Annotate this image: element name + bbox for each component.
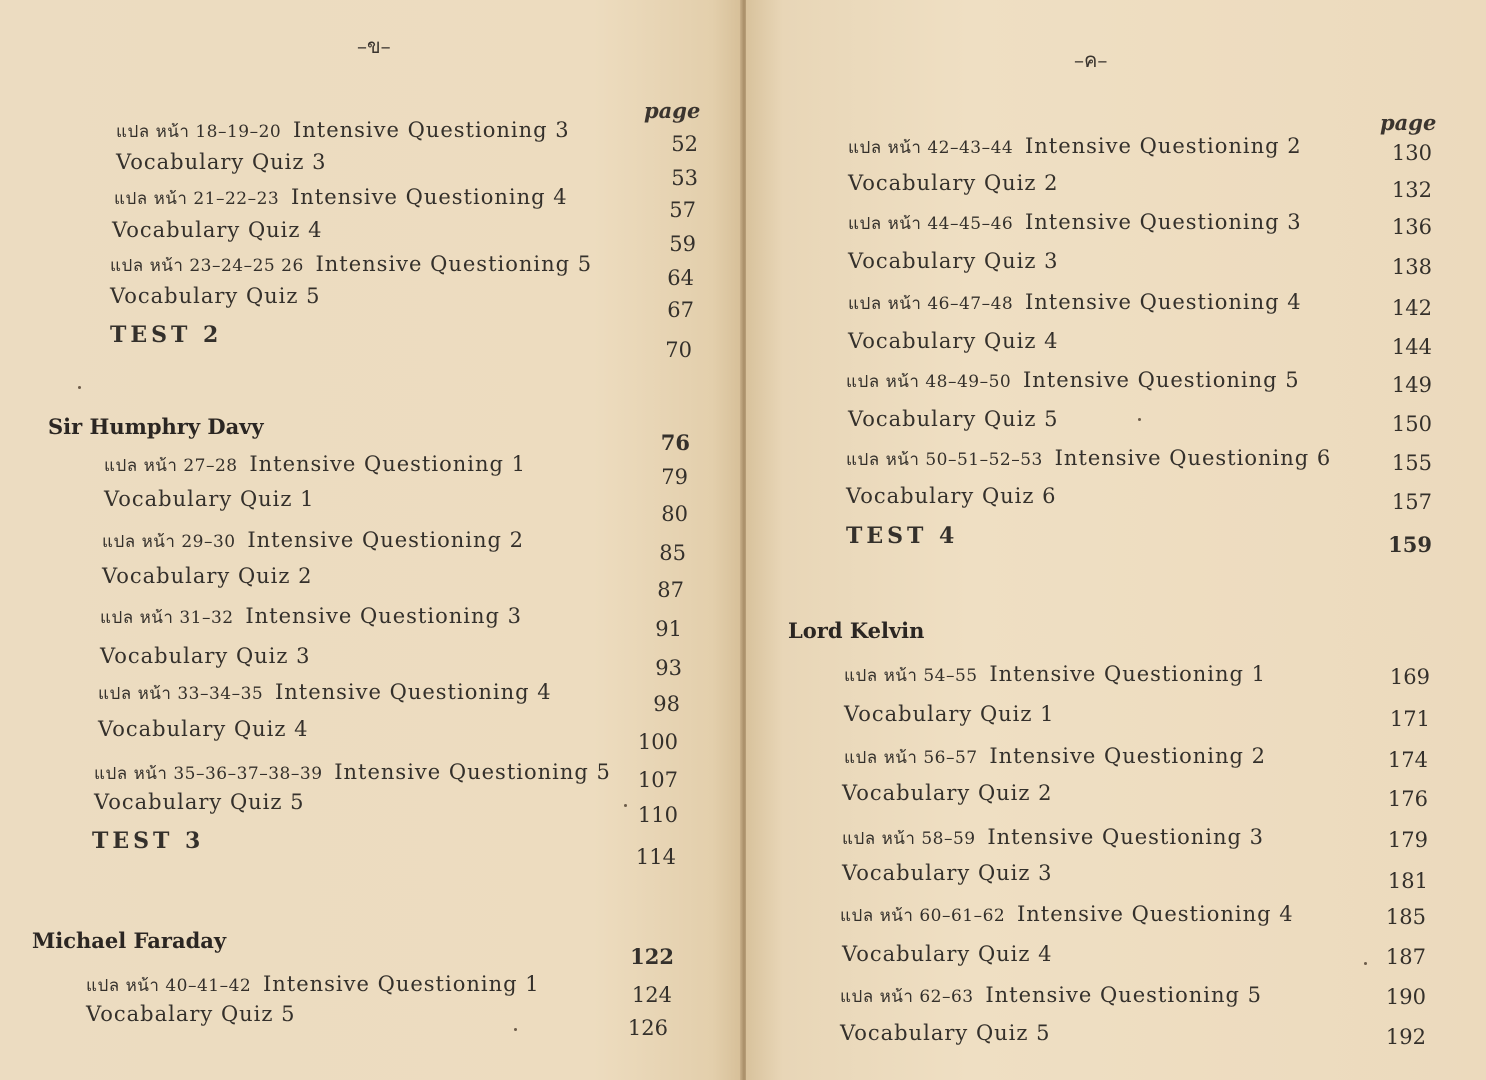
- entry-page-number: 136: [1391, 215, 1432, 239]
- section-heading: Michael Faraday: [32, 928, 227, 953]
- entry-page-number: 149: [1391, 373, 1432, 397]
- toc-entry: [848, 329, 1059, 353]
- entry-page-number: 110: [637, 803, 678, 827]
- thai-pages: แปล หน้า 60–61–62: [840, 906, 1006, 926]
- entry-title: Intensive Questioning 5: [334, 760, 611, 784]
- entry-page-number: 144: [1391, 335, 1432, 359]
- page-column-header-right: page: [1380, 110, 1437, 135]
- toc-entry: [848, 290, 1302, 317]
- toc-entry: [110, 284, 321, 308]
- toc-entry: [848, 210, 1302, 237]
- toc-entry: [848, 171, 1059, 195]
- thai-pages: แปล หน้า 27–28: [104, 456, 238, 476]
- entry-page-number: 59: [669, 232, 696, 256]
- entry-page-number: 93: [655, 656, 682, 680]
- toc-entry: [846, 368, 1300, 395]
- entry-title: Vocabulary Quiz 3: [100, 644, 311, 668]
- thai-pages: แปล หน้า 44–45–46: [848, 214, 1014, 234]
- folio-right: –ค–: [1074, 48, 1108, 72]
- thai-pages: แปล หน้า 29–30: [102, 532, 236, 552]
- entry-page-number: 176: [1387, 787, 1428, 811]
- thai-pages: แปล หน้า 54–55: [844, 666, 978, 686]
- toc-entry: [844, 662, 1266, 689]
- entry-page-number: 155: [1391, 451, 1432, 475]
- paper-speck: [514, 1028, 517, 1031]
- paper-speck: [624, 804, 627, 807]
- toc-entry: [98, 680, 552, 707]
- folio-left: –ข–: [357, 34, 391, 58]
- toc-entry: [842, 825, 1264, 852]
- toc-entry: [104, 452, 526, 479]
- entry-page-number: 91: [655, 617, 682, 641]
- toc-entry: [848, 249, 1059, 273]
- thai-pages: แปล หน้า 62–63: [840, 987, 974, 1007]
- entry-page-number: 100: [637, 730, 678, 754]
- entry-page-number: 185: [1385, 905, 1426, 929]
- entry-page-number: 67: [667, 298, 694, 322]
- entry-page-number: 187: [1385, 945, 1426, 969]
- entry-title: Intensive Questioning 4: [1024, 290, 1302, 314]
- entry-page-number: 80: [661, 502, 688, 526]
- entry-page-number: 169: [1389, 665, 1430, 689]
- entry-title: Intensive Questioning 6: [1054, 446, 1332, 470]
- entry-title: Intensive Questioning 4: [274, 680, 552, 704]
- toc-entry: [842, 861, 1053, 885]
- section-heading: Lord Kelvin: [788, 618, 925, 643]
- entry-title: Vocabulary Quiz 6: [846, 484, 1057, 508]
- section-page-number: 76: [660, 430, 690, 455]
- entry-title: Intensive Questioning 4: [290, 185, 568, 209]
- thai-pages: แปล หน้า 35–36–37–38–39: [94, 764, 323, 784]
- thai-pages: แปล หน้า 48–49–50: [846, 372, 1012, 392]
- entry-title: Vocabulary Quiz 3: [842, 861, 1053, 885]
- toc-entry: [846, 484, 1057, 508]
- thai-pages: แปล หน้า 21–22–23: [114, 189, 280, 209]
- entry-page-number: 79: [661, 465, 688, 489]
- section-page-number: 122: [630, 944, 674, 969]
- entry-title: Vocabulary Quiz 5: [848, 407, 1059, 431]
- entry-page-number: 174: [1387, 748, 1428, 772]
- entry-page-number: 85: [659, 541, 686, 565]
- entry-title: Vocabulary Quiz 5: [840, 1021, 1051, 1045]
- toc-entry: [840, 983, 1262, 1010]
- entry-title: Vocabulary Quiz 3: [848, 249, 1059, 273]
- entry-page-number: 157: [1391, 490, 1432, 514]
- toc-entry: [114, 185, 568, 212]
- entry-title: Intensive Questioning 4: [1016, 902, 1294, 926]
- entry-title: Vocabulary Quiz 4: [848, 329, 1059, 353]
- paper-speck: [1364, 962, 1367, 965]
- entry-page-number: 192: [1385, 1025, 1426, 1049]
- toc-entry: [846, 446, 1331, 473]
- entry-page-number: 126: [627, 1016, 668, 1040]
- toc-entry: [86, 1002, 296, 1026]
- entry-title: Intensive Questioning 1: [262, 972, 540, 996]
- entry-title: Intensive Questioning 1: [249, 452, 526, 476]
- thai-pages: แปล หน้า 40–41–42: [86, 976, 252, 996]
- entry-page-number: 53: [671, 166, 698, 190]
- entry-page-number: 70: [665, 338, 692, 362]
- thai-pages: แปล หน้า 42–43–44: [848, 138, 1014, 158]
- thai-pages: แปล หน้า 31–32: [100, 608, 234, 628]
- toc-entry: [110, 252, 592, 279]
- entry-page-number: 132: [1391, 178, 1432, 202]
- left-page: [0, 0, 742, 1080]
- entry-page-number: 98: [653, 692, 680, 716]
- toc-entry: [116, 118, 570, 145]
- entry-title: Vocabulary Quiz 4: [112, 218, 323, 242]
- section-heading: Sir Humphry Davy: [48, 414, 264, 439]
- entry-page-number: 171: [1389, 707, 1430, 731]
- toc-entry: [848, 407, 1059, 431]
- toc-entry: [100, 604, 522, 631]
- toc-entry: [842, 942, 1053, 966]
- paper-speck: [78, 386, 81, 389]
- entry-page-number: 181: [1387, 869, 1428, 893]
- entry-title: Vocabulary Quiz 2: [842, 781, 1053, 805]
- thai-pages: แปล หน้า 46–47–48: [848, 294, 1014, 314]
- entry-title: Vocabulary Quiz 2: [848, 171, 1059, 195]
- toc-entry: [844, 702, 1055, 726]
- entry-title: Intensive Questioning 1: [989, 662, 1266, 686]
- entry-title: TEST 3: [92, 828, 205, 854]
- thai-pages: แปล หน้า 56–57: [844, 748, 978, 768]
- test-heading: [92, 828, 204, 854]
- entry-page-number: 124: [631, 983, 672, 1007]
- entry-page-number: 179: [1387, 828, 1428, 852]
- entry-title: Intensive Questioning 5: [985, 983, 1262, 1007]
- toc-entry: [104, 487, 315, 511]
- toc-entry: [848, 134, 1302, 161]
- entry-title: Vocabulary Quiz 1: [104, 487, 315, 511]
- entry-title: Vocabalary Quiz 5: [86, 1002, 296, 1026]
- entry-page-number: 130: [1391, 141, 1432, 165]
- entry-page-number: 159: [1388, 532, 1432, 557]
- entry-page-number: 114: [635, 845, 676, 869]
- right-page: [746, 0, 1486, 1080]
- entry-title: Intensive Questioning 3: [987, 825, 1264, 849]
- entry-page-number: 138: [1391, 255, 1432, 279]
- entry-title: Intensive Questioning 3: [1024, 210, 1302, 234]
- paper-speck: [1138, 418, 1141, 421]
- toc-entry: [94, 760, 611, 787]
- test-heading: [846, 523, 958, 549]
- entry-title: Vocabulary Quiz 5: [94, 790, 305, 814]
- entry-title: Vocabulary Quiz 5: [110, 284, 321, 308]
- entry-page-number: 190: [1385, 985, 1426, 1009]
- entry-title: TEST 2: [110, 322, 223, 348]
- entry-title: Vocabulary Quiz 4: [98, 717, 309, 741]
- entry-title: Intensive Questioning 3: [245, 604, 522, 628]
- entry-page-number: 64: [667, 266, 694, 290]
- thai-pages: แปล หน้า 23–24–25 26: [110, 256, 304, 276]
- toc-entry: [112, 218, 323, 242]
- entry-page-number: 52: [671, 132, 698, 156]
- entry-page-number: 150: [1391, 412, 1432, 436]
- entry-page-number: 87: [657, 578, 684, 602]
- toc-entry: [94, 790, 305, 814]
- entry-title: Vocabulary Quiz 4: [842, 942, 1053, 966]
- toc-entry: [840, 902, 1294, 929]
- toc-entry: [842, 781, 1053, 805]
- entry-title: Intensive Questioning 5: [315, 252, 593, 276]
- thai-pages: แปล หน้า 18–19–20: [116, 122, 282, 142]
- entry-title: Intensive Questioning 3: [292, 118, 570, 142]
- entry-title: Intensive Questioning 2: [989, 744, 1266, 768]
- entry-title: Intensive Questioning 5: [1022, 368, 1300, 392]
- thai-pages: แปล หน้า 58–59: [842, 829, 976, 849]
- toc-entry: [840, 1021, 1051, 1045]
- toc-entry: [844, 744, 1266, 771]
- entry-page-number: 107: [637, 768, 678, 792]
- toc-entry: [100, 644, 311, 668]
- entry-title: Intensive Questioning 2: [1024, 134, 1302, 158]
- entry-title: Vocabulary Quiz 3: [116, 150, 327, 174]
- entry-title: TEST 4: [846, 523, 959, 549]
- thai-pages: แปล หน้า 50–51–52–53: [846, 450, 1043, 470]
- entry-title: Vocabulary Quiz 2: [102, 564, 313, 588]
- test-heading: [110, 322, 222, 348]
- toc-entry: [102, 564, 313, 588]
- thai-pages: แปล หน้า 33–34–35: [98, 684, 264, 704]
- entry-title: Vocabulary Quiz 1: [844, 702, 1055, 726]
- entry-title: Intensive Questioning 2: [247, 528, 524, 552]
- toc-entry: [102, 528, 524, 555]
- toc-entry: [98, 717, 309, 741]
- toc-entry: [86, 972, 540, 999]
- entry-page-number: 142: [1391, 296, 1432, 320]
- toc-entry: [116, 150, 327, 174]
- page-column-header-left: page: [644, 98, 701, 123]
- entry-page-number: 57: [669, 198, 696, 222]
